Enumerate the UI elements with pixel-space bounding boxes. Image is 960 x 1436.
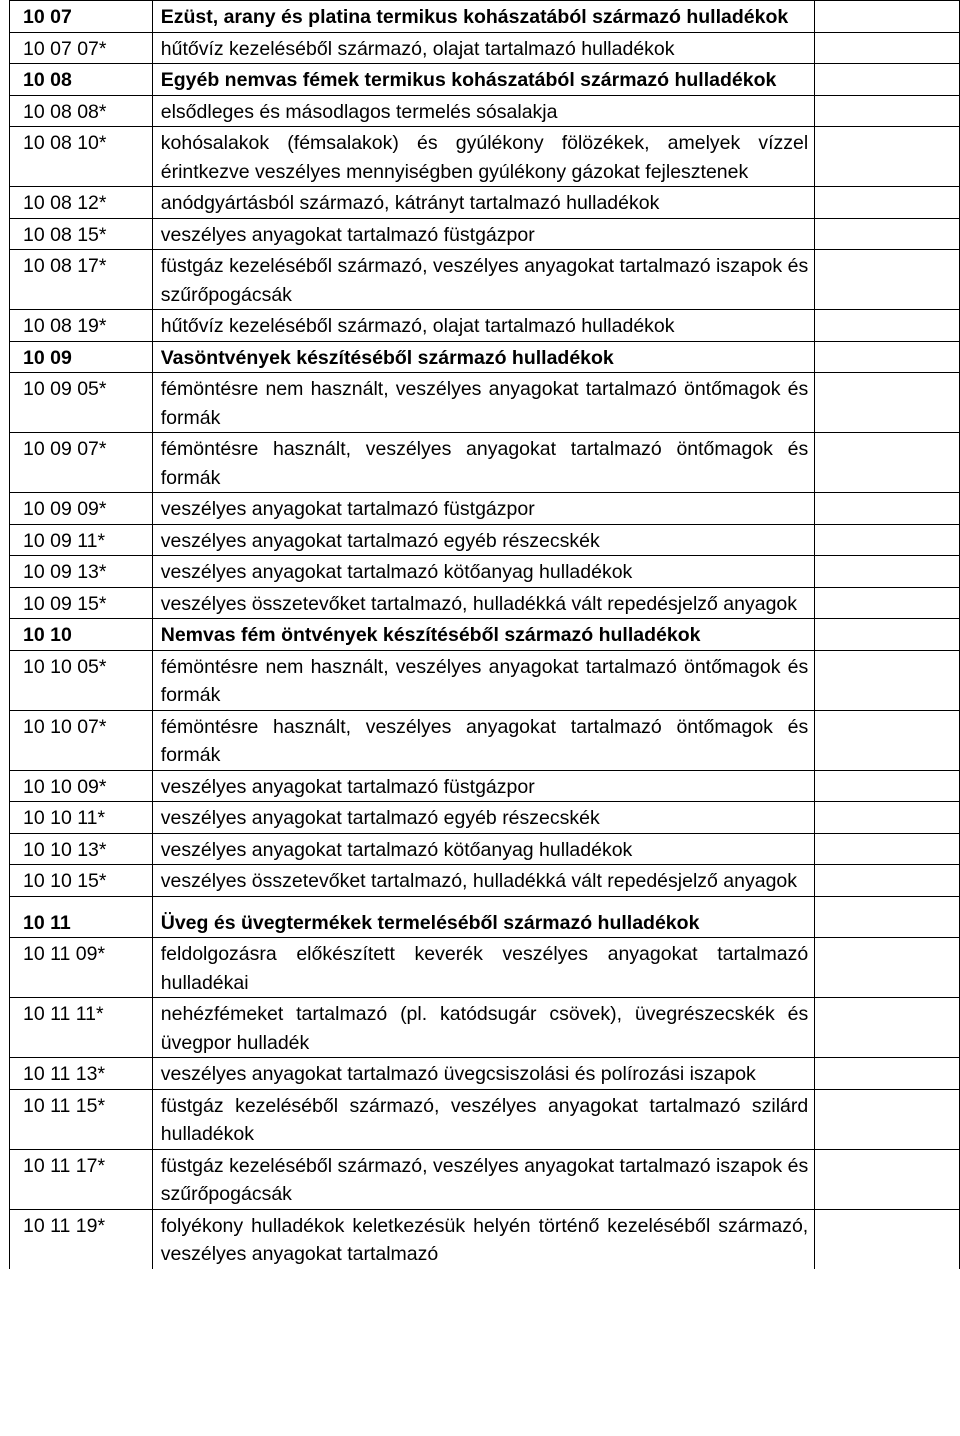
waste-code-row bbox=[10, 127, 960, 187]
empty-cell bbox=[815, 865, 960, 897]
waste-code: 10 10 09* bbox=[10, 770, 153, 802]
waste-code: 10 09 09* bbox=[10, 493, 153, 525]
waste-code: 10 10 07* bbox=[10, 710, 153, 770]
waste-description: veszélyes anyagokat tartalmazó egyéb részecskék bbox=[152, 802, 814, 834]
section-title: Egyéb nemvas fémek termikus kohászatából származó hulladékok bbox=[152, 64, 814, 96]
waste-description: veszélyes anyagokat tartalmazó kötőanyag hulladékok bbox=[152, 833, 814, 865]
waste-code-row bbox=[10, 998, 960, 1058]
waste-code-row bbox=[10, 802, 960, 834]
waste-code-table-body bbox=[10, 1, 960, 1269]
empty-cell bbox=[815, 218, 960, 250]
waste-description: veszélyes összetevőket tartalmazó, hulladékká vált repedésjelző anyagok bbox=[152, 587, 814, 619]
waste-code: 10 09 15* bbox=[10, 587, 153, 619]
waste-code: 10 09 07* bbox=[10, 433, 153, 493]
waste-code: 10 11 11* bbox=[10, 998, 153, 1058]
waste-description: fémöntésre nem használt, veszélyes anyagokat tartalmazó öntőmagok és formák bbox=[152, 373, 814, 433]
empty-cell bbox=[815, 341, 960, 373]
waste-code-row bbox=[10, 710, 960, 770]
empty-cell bbox=[815, 64, 960, 96]
waste-code-row bbox=[10, 587, 960, 619]
waste-description: fémöntésre nem használt, veszélyes anyagokat tartalmazó öntőmagok és formák bbox=[152, 650, 814, 710]
waste-code-row bbox=[10, 556, 960, 588]
waste-code: 10 11 17* bbox=[10, 1149, 153, 1209]
section-header-row bbox=[10, 341, 960, 373]
waste-code-row bbox=[10, 187, 960, 219]
empty-cell bbox=[815, 770, 960, 802]
waste-code: 10 11 09* bbox=[10, 938, 153, 998]
empty-cell bbox=[815, 710, 960, 770]
waste-description: kohósalakok (fémsalakok) és gyúlékony fölözékek, amelyek vízzel érintkezve veszélyes mennyiségben gyúlékony gázokat fejlesztenek bbox=[152, 127, 814, 187]
waste-code-row bbox=[10, 650, 960, 710]
waste-description: veszélyes anyagokat tartalmazó kötőanyag hulladékok bbox=[152, 556, 814, 588]
empty-cell bbox=[815, 650, 960, 710]
waste-code-row bbox=[10, 865, 960, 897]
waste-description: folyékony hulladékok keletkezésük helyén történő kezeléséből származó, veszélyes anyagokat tartalmazó bbox=[152, 1209, 814, 1269]
waste-code: 10 09 05* bbox=[10, 373, 153, 433]
waste-code-table bbox=[9, 0, 960, 1269]
waste-code: 10 11 13* bbox=[10, 1058, 153, 1090]
empty-cell bbox=[815, 998, 960, 1058]
section-code: 10 08 bbox=[10, 64, 153, 96]
waste-code: 10 08 19* bbox=[10, 310, 153, 342]
waste-description: nehézfémeket tartalmazó (pl. katódsugár csövek), üvegrészecskék és üvegpor hulladék bbox=[152, 998, 814, 1058]
waste-code-row bbox=[10, 1149, 960, 1209]
waste-code-row bbox=[10, 250, 960, 310]
waste-description: fémöntésre használt, veszélyes anyagokat tartalmazó öntőmagok és formák bbox=[152, 710, 814, 770]
waste-description: elsődleges és másodlagos termelés sósalakja bbox=[152, 95, 814, 127]
waste-code: 10 08 15* bbox=[10, 218, 153, 250]
waste-code-row bbox=[10, 1058, 960, 1090]
waste-code: 10 10 15* bbox=[10, 865, 153, 897]
empty-cell bbox=[815, 587, 960, 619]
waste-code: 10 11 19* bbox=[10, 1209, 153, 1269]
waste-code-row bbox=[10, 310, 960, 342]
section-code: 10 09 bbox=[10, 341, 153, 373]
empty-cell bbox=[815, 802, 960, 834]
empty-cell bbox=[815, 373, 960, 433]
waste-description: hűtővíz kezeléséből származó, olajat tartalmazó hulladékok bbox=[152, 32, 814, 64]
waste-code-row bbox=[10, 1089, 960, 1149]
empty-cell bbox=[815, 1058, 960, 1090]
empty-cell bbox=[815, 1, 960, 33]
empty-cell bbox=[815, 938, 960, 998]
empty-cell bbox=[815, 32, 960, 64]
waste-code-row bbox=[10, 833, 960, 865]
empty-cell bbox=[815, 433, 960, 493]
waste-code-row bbox=[10, 32, 960, 64]
section-header-row bbox=[10, 619, 960, 651]
waste-code-row bbox=[10, 95, 960, 127]
section-header-row bbox=[10, 64, 960, 96]
waste-code: 10 10 11* bbox=[10, 802, 153, 834]
waste-code: 10 08 08* bbox=[10, 95, 153, 127]
section-title: Nemvas fém öntvények készítéséből származó hulladékok bbox=[152, 619, 814, 651]
waste-code-row bbox=[10, 218, 960, 250]
empty-cell bbox=[815, 493, 960, 525]
empty-cell bbox=[815, 310, 960, 342]
waste-code-row bbox=[10, 770, 960, 802]
section-title: Üveg és üvegtermékek termeléséből származó hulladékok bbox=[152, 896, 814, 938]
waste-code: 10 09 13* bbox=[10, 556, 153, 588]
empty-cell bbox=[815, 1209, 960, 1269]
waste-description: veszélyes anyagokat tartalmazó füstgázpor bbox=[152, 770, 814, 802]
waste-description: anódgyártásból származó, kátrányt tartalmazó hulladékok bbox=[152, 187, 814, 219]
waste-code: 10 07 07* bbox=[10, 32, 153, 64]
empty-cell bbox=[815, 250, 960, 310]
section-header-row bbox=[10, 1, 960, 33]
waste-description: veszélyes anyagokat tartalmazó üvegcsiszolási és polírozási iszapok bbox=[152, 1058, 814, 1090]
waste-code-row bbox=[10, 433, 960, 493]
empty-cell bbox=[815, 1149, 960, 1209]
waste-code: 10 08 17* bbox=[10, 250, 153, 310]
section-code: 10 11 bbox=[10, 896, 153, 938]
waste-description: veszélyes anyagokat tartalmazó füstgázpor bbox=[152, 218, 814, 250]
waste-code: 10 11 15* bbox=[10, 1089, 153, 1149]
waste-code-row bbox=[10, 493, 960, 525]
waste-description: hűtővíz kezeléséből származó, olajat tartalmazó hulladékok bbox=[152, 310, 814, 342]
waste-description: veszélyes anyagokat tartalmazó egyéb részecskék bbox=[152, 524, 814, 556]
section-header-row bbox=[10, 896, 960, 938]
empty-cell bbox=[815, 1089, 960, 1149]
empty-cell bbox=[815, 187, 960, 219]
empty-cell bbox=[815, 556, 960, 588]
empty-cell bbox=[815, 619, 960, 651]
section-code: 10 10 bbox=[10, 619, 153, 651]
empty-cell bbox=[815, 833, 960, 865]
section-code: 10 07 bbox=[10, 1, 153, 33]
waste-description: füstgáz kezeléséből származó, veszélyes anyagokat tartalmazó szilárd hulladékok bbox=[152, 1089, 814, 1149]
waste-description: veszélyes összetevőket tartalmazó, hulladékká vált repedésjelző anyagok bbox=[152, 865, 814, 897]
empty-cell bbox=[815, 95, 960, 127]
waste-code-row bbox=[10, 373, 960, 433]
waste-code: 10 10 05* bbox=[10, 650, 153, 710]
waste-code: 10 08 10* bbox=[10, 127, 153, 187]
empty-cell bbox=[815, 127, 960, 187]
waste-description: füstgáz kezeléséből származó, veszélyes anyagokat tartalmazó iszapok és szűrőpogácsák bbox=[152, 1149, 814, 1209]
waste-code-row bbox=[10, 938, 960, 998]
waste-code: 10 08 12* bbox=[10, 187, 153, 219]
waste-description: veszélyes anyagokat tartalmazó füstgázpor bbox=[152, 493, 814, 525]
empty-cell bbox=[815, 896, 960, 938]
waste-description: füstgáz kezeléséből származó, veszélyes anyagokat tartalmazó iszapok és szűrőpogácsák bbox=[152, 250, 814, 310]
empty-cell bbox=[815, 524, 960, 556]
waste-code: 10 09 11* bbox=[10, 524, 153, 556]
waste-description: fémöntésre használt, veszélyes anyagokat tartalmazó öntőmagok és formák bbox=[152, 433, 814, 493]
waste-code: 10 10 13* bbox=[10, 833, 153, 865]
waste-code-row bbox=[10, 524, 960, 556]
section-title: Ezüst, arany és platina termikus kohászatából származó hulladékok bbox=[152, 1, 814, 33]
section-title: Vasöntvények készítéséből származó hulladékok bbox=[152, 341, 814, 373]
waste-description: feldolgozásra előkészített keverék veszélyes anyagokat tartalmazó hulladékai bbox=[152, 938, 814, 998]
waste-code-row bbox=[10, 1209, 960, 1269]
